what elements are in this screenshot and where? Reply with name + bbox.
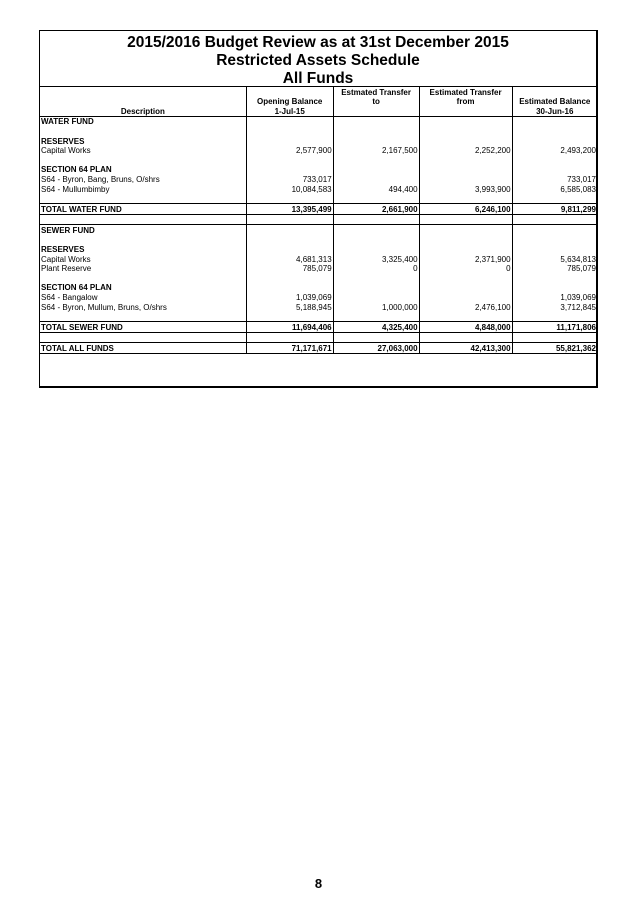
transfer-from-value: 2,252,200 [419,146,512,156]
subheading-row [40,165,597,175]
row-label: S64 - Byron, Bang, Bruns, O/shrs [41,174,160,184]
row-label: Capital Works [41,254,91,264]
subheading-row [40,245,597,255]
sewer-reserves-heading: RESERVES [41,245,85,255]
section-heading-row [40,225,597,235]
balance-value: 6,585,083 [512,184,597,194]
title-block [40,34,596,88]
row-label: S64 - Byron, Mullum, Bruns, O/shrs [41,302,167,312]
header-description: Description [40,106,246,116]
total-transfer-to: 4,325,400 [333,322,419,333]
balance-value: 785,079 [512,264,597,274]
total-transfer-to: 2,661,900 [333,204,419,215]
transfer-to-value: 0 [333,264,419,274]
grand-total-balance: 55,821,362 [512,343,597,354]
balance-value: 5,634,813 [512,254,597,264]
total-row [40,204,597,215]
table-row [40,264,597,274]
water-total-label: TOTAL WATER FUND [40,204,246,215]
sewer-fund-heading: SEWER FUND [41,225,95,235]
header-estimated-balance: Estimated Balance [512,97,597,107]
transfer-to-value: 3,325,400 [333,254,419,264]
water-fund-heading: WATER FUND [41,117,94,127]
transfer-to-value: 2,167,500 [333,146,419,156]
header-opening-date: 1-Jul-15 [246,106,333,116]
total-balance: 9,811,299 [512,204,597,215]
opening-value: 5,188,945 [246,302,333,312]
sewer-s64-heading: SECTION 64 PLAN [41,283,112,293]
balance-value: 733,017 [512,174,597,184]
transfer-to-value [333,292,419,302]
water-reserves-heading: RESERVES [41,136,85,146]
table-row [40,302,597,312]
opening-value: 1,039,069 [246,292,333,302]
header-row-3 [40,106,597,116]
table-row [40,254,597,264]
total-transfer-from: 4,848,000 [419,322,512,333]
row-label: Plant Reserve [41,264,92,274]
row-label: S64 - Bangalow [41,293,98,303]
transfer-from-value: 2,371,900 [419,254,512,264]
balance-value: 1,039,069 [512,292,597,302]
grand-total-transfer-to: 27,063,000 [333,343,419,354]
total-row [40,322,597,333]
row-label: S64 - Mullumbimby [41,184,110,194]
row-label: Capital Works [41,146,91,156]
total-transfer-from: 6,246,100 [419,204,512,215]
balance-value: 3,712,845 [512,302,597,312]
transfer-to-value: 1,000,000 [333,302,419,312]
opening-value: 785,079 [246,264,333,274]
report-title: 2015/2016 Budget Review as at 31st December 2015 [127,34,509,51]
total-opening: 11,694,406 [246,322,333,333]
section-heading-row [40,116,597,126]
transfer-to-value [333,174,419,184]
grand-total-row [40,343,597,354]
transfer-from-value [419,174,512,184]
transfer-from-value [419,292,512,302]
all-funds-total-label: TOTAL ALL FUNDS [40,343,246,354]
report-scope: All Funds [282,70,354,87]
table-row [40,292,597,302]
transfer-from-value: 2,476,100 [419,302,512,312]
opening-value: 733,017 [246,174,333,184]
page-number: 8 [314,876,323,891]
header-row-1 [40,87,597,97]
report-subtitle: Restricted Assets Schedule [216,52,420,69]
header-opening-balance: Opening Balance [246,97,333,107]
transfer-from-value: 3,993,900 [419,184,512,194]
water-s64-heading: SECTION 64 PLAN [41,165,112,175]
header-row-2 [40,97,597,107]
schedule-frame [39,30,598,388]
table-row [40,184,597,194]
restricted-assets-table [40,86,597,354]
sewer-total-label: TOTAL SEWER FUND [40,322,246,333]
header-transfer-to-2: to [333,97,419,107]
transfer-from-value: 0 [419,264,512,274]
table-row [40,146,597,156]
grand-total-transfer-from: 42,413,300 [419,343,512,354]
transfer-to-value: 494,400 [333,184,419,194]
opening-value: 10,084,583 [246,184,333,194]
table-row [40,174,597,184]
grand-total-opening: 71,171,671 [246,343,333,354]
opening-value: 4,681,313 [246,254,333,264]
opening-value: 2,577,900 [246,146,333,156]
subheading-row [40,136,597,146]
header-transfer-from-2: from [419,97,512,107]
total-balance: 11,171,806 [512,322,597,333]
header-transfer-to: Estmated Transfer [333,87,419,97]
header-estimated-date: 30-Jun-16 [512,106,597,116]
total-opening: 13,395,499 [246,204,333,215]
subheading-row [40,283,597,293]
header-transfer-from: Estimated Transfer [419,87,512,97]
balance-value: 2,493,200 [512,146,597,156]
